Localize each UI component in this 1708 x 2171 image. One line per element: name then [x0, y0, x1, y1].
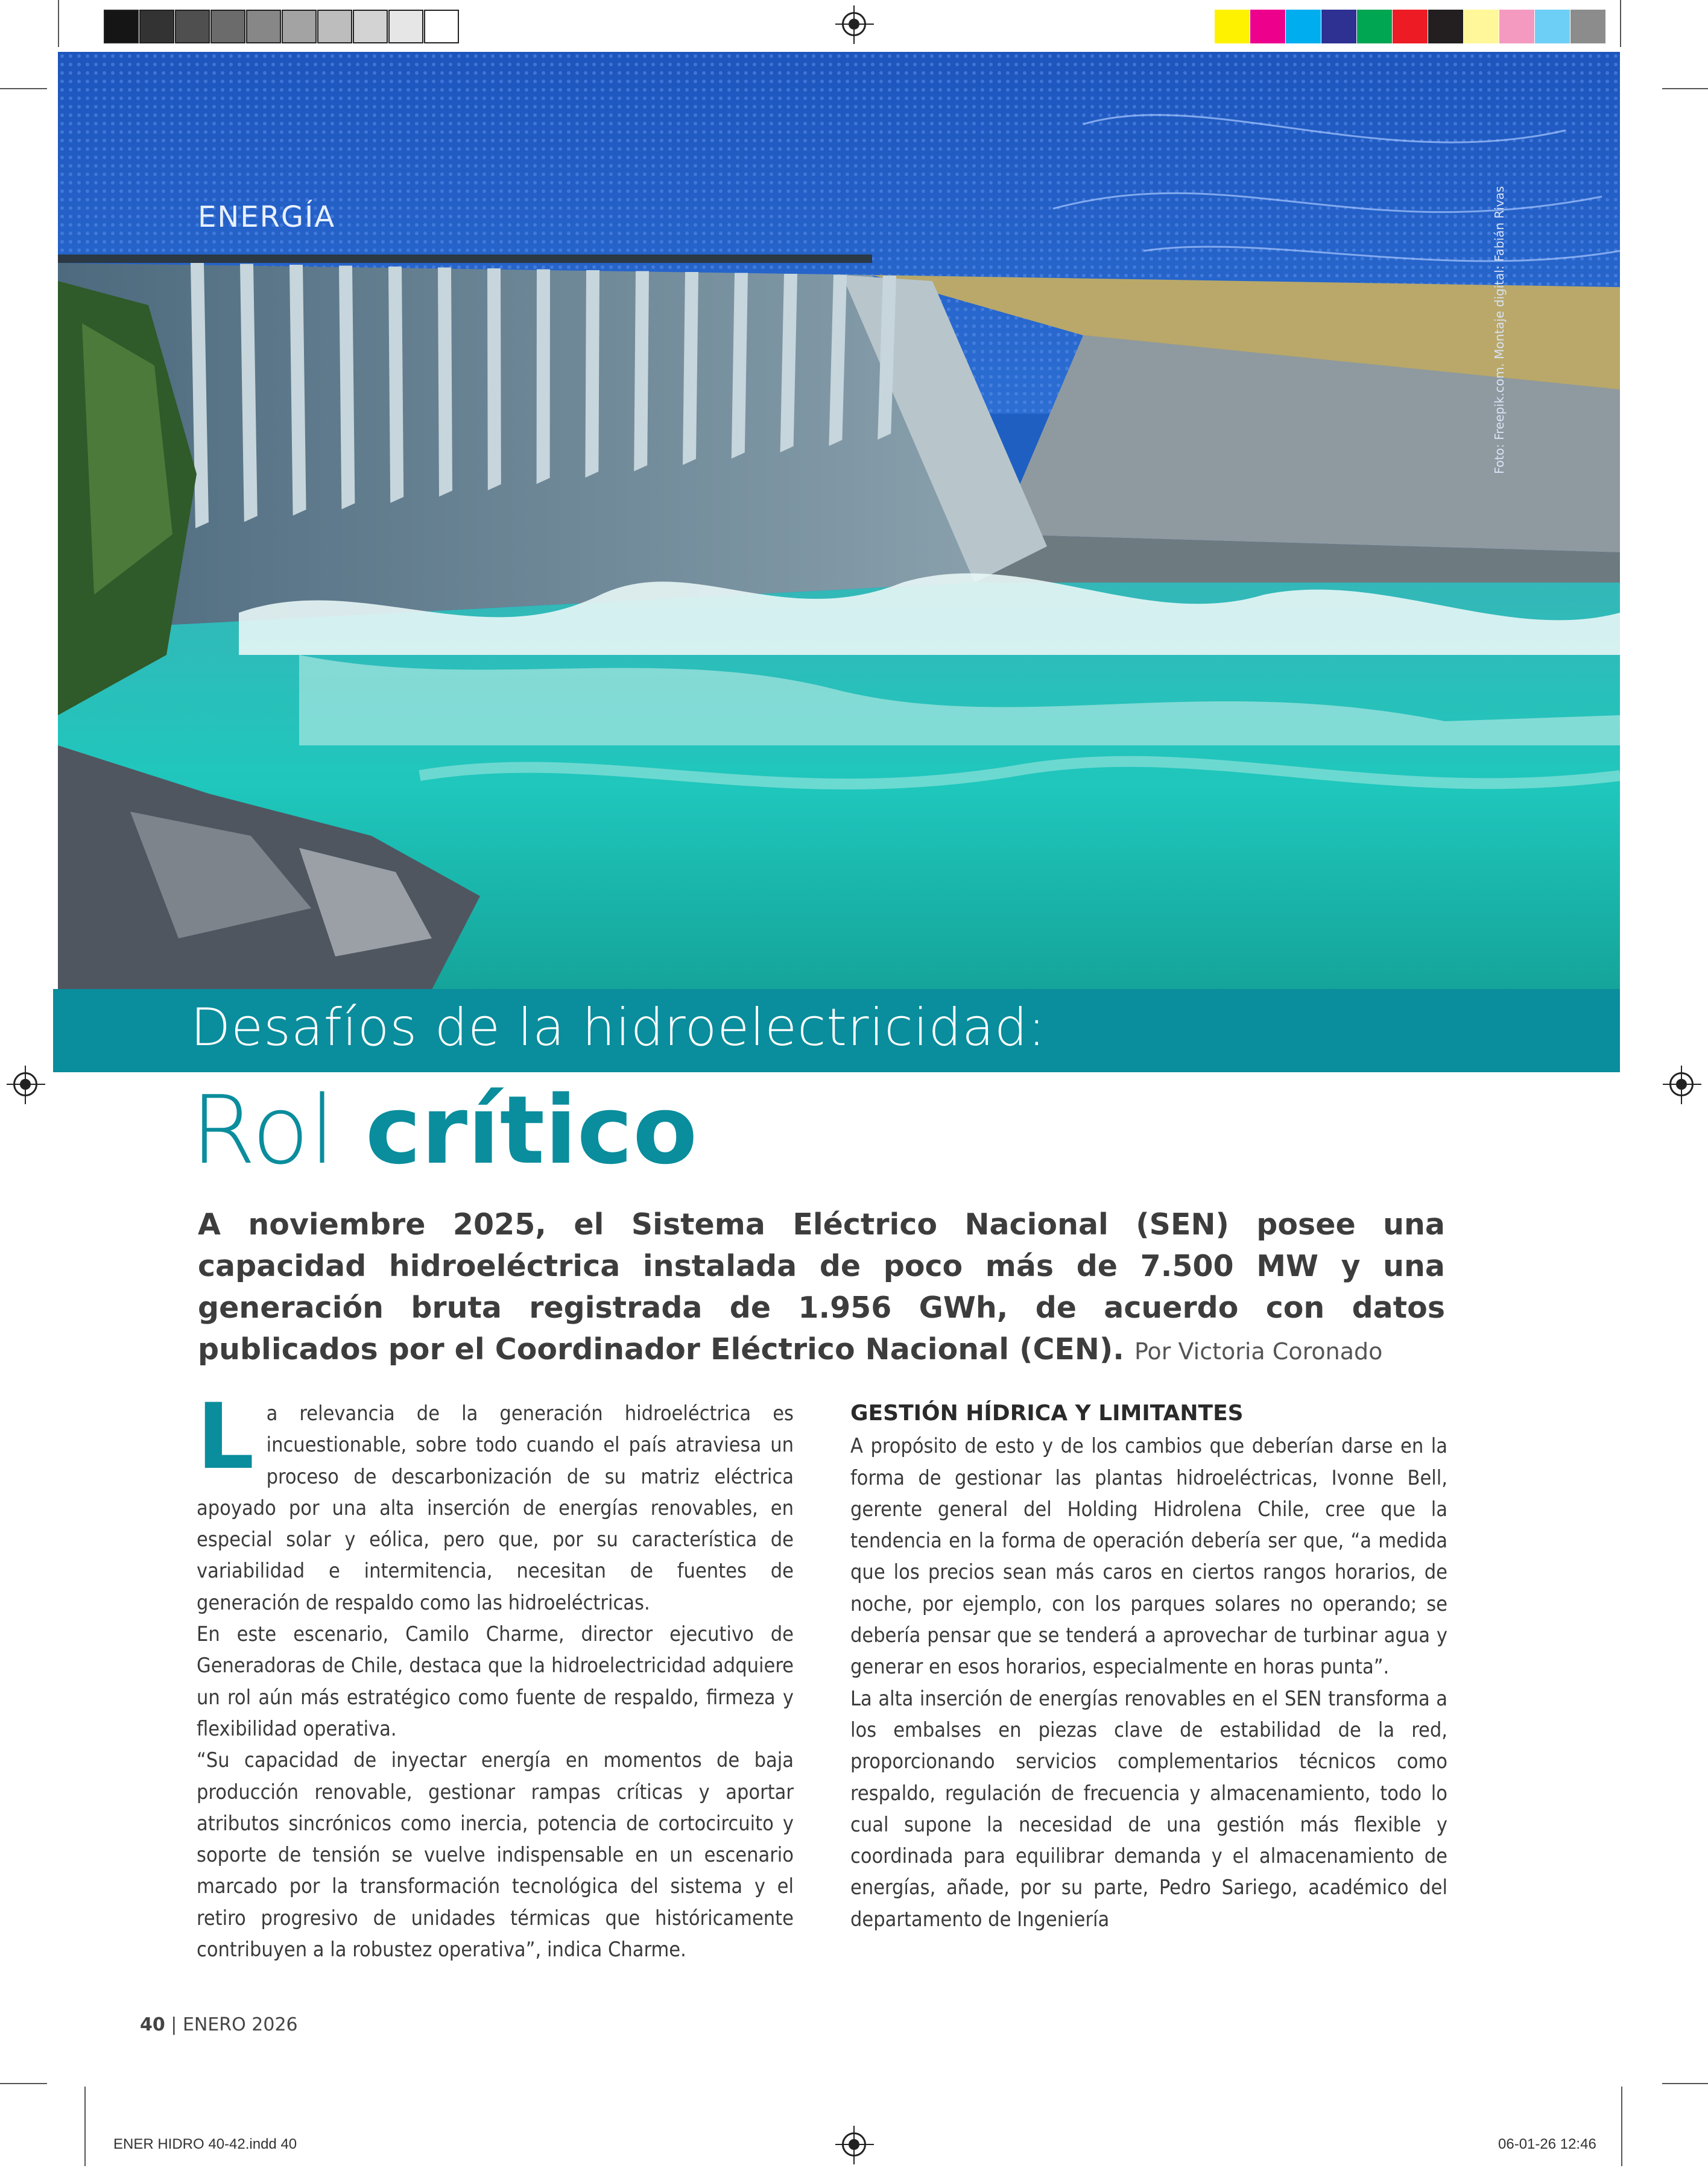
- color-swatch: [1393, 10, 1428, 43]
- section-label: ENERGÍA: [198, 200, 336, 234]
- dam-pier: [438, 268, 452, 497]
- title-light-word: Rol: [191, 1075, 336, 1185]
- gray-swatch: [424, 10, 459, 43]
- paragraph: A propósito de esto y de los cambios que deberían darse en la forma de gestionar las plantas hidroeléctricas, Ivonne Bell, gerente general del Holding Hidrolena Chile, cree que la tendencia en la forma de operación debería ser que, “a medida que los precios sean más caros en ciertos rangos horarios, de noche, por ejemplo, con los parques solares no operando; se debería pensar que se tenderá a aprovechar de turbinar agua y generar en esos horarios, especialmente en horas punta”.: [850, 1434, 1447, 1680]
- color-swatch: [1215, 10, 1250, 43]
- color-swatch: [1428, 10, 1463, 43]
- crop-mark: [0, 88, 47, 89]
- section-heading: GESTIÓN HÍDRICA Y LIMITANTES: [850, 1401, 1244, 1426]
- gray-swatch: [139, 10, 174, 43]
- paragraph: En este escenario, Camilo Charme, director ejecutivo de Generadoras de Chile, destaca que la hidroelectricidad adquiere un rol aún más estratégico como fuente de respaldo, firmeza y flexibilidad operativa.: [197, 1622, 794, 1741]
- article-kicker-title: Desafíos de la hidroelectricidad:: [191, 997, 1046, 1058]
- body-column-left: [197, 1385, 794, 1965]
- crop-mark: [1620, 0, 1621, 47]
- registration-mark-right-icon: [1669, 1072, 1694, 1096]
- paragraph-text: a relevancia de la generación hidroeléctrica es incuestionable, sobre todo cuando el país atraviesa un proceso de descarbonización de su matriz eléctrica apoyado por una alta inserción de energías renovables, en especial solar y eólica, pero que, por su característica de variabilidad e intermitencia, necesitan de fuentes de generación de respaldo como las hidroeléctricas.: [197, 1402, 794, 1615]
- grayscale-calibration-bar: [104, 10, 460, 43]
- dropcap: L: [197, 1385, 255, 1490]
- color-swatch: [1250, 10, 1285, 43]
- issue-date: ENERO 2026: [182, 2014, 298, 2035]
- color-swatch: [1357, 10, 1392, 43]
- print-timestamp: 06-01-26 12:46: [1498, 2136, 1596, 2152]
- color-swatch: [1286, 10, 1321, 43]
- dam-pier: [487, 268, 501, 490]
- crop-mark: [1662, 2083, 1708, 2084]
- dam-pier: [339, 266, 355, 510]
- gray-swatch: [282, 10, 317, 43]
- gray-swatch: [175, 10, 210, 43]
- crop-mark: [0, 2083, 47, 2084]
- crop-mark: [1662, 88, 1708, 89]
- dam-pier: [537, 270, 550, 484]
- color-swatch: [1464, 10, 1499, 43]
- color-swatch: [1499, 10, 1534, 43]
- registration-mark-left-icon: [13, 1072, 37, 1096]
- slug-frame: [84, 2087, 1622, 2166]
- file-slug: ENER HIDRO 40-42.indd 40: [113, 2136, 297, 2152]
- photo-credit: Foto: Freepik.com. Montaje digital: Fabián Rivas: [1492, 186, 1507, 474]
- paragraph: La alta inserción de energías renovables en el SEN transforma a los embalses en piezas clave de estabilidad de la red, proporcionando servicios complementarios técnicos como respaldo, regulación de frecuencia y almacenamiento, todo lo cual supone la necesidad de una gestión más flexible y coordinada para equilibrar demanda y el almacenamiento de energías, añade, por su parte, Pedro Sariego, académico del departamento de Ingeniería: [850, 1686, 1447, 1932]
- body-column-right: [850, 1398, 1447, 1935]
- crop-mark: [58, 0, 59, 47]
- lead-text: A noviembre 2025, el Sistema Eléctrico Nacional (SEN) posee una capacidad hidroeléctrica instalada de poco más de 7.500 MW y una generación bruta registrada de 1.956 GWh, de acuerdo con datos publicados por el Coordinador Eléctrico Nacional (CEN).: [198, 1207, 1445, 1367]
- color-calibration-bar: [1215, 10, 1606, 43]
- dam-pier: [634, 271, 649, 472]
- color-swatch: [1570, 10, 1605, 43]
- registration-mark-top-icon: [842, 12, 866, 36]
- article-title: [191, 1075, 698, 1185]
- gray-swatch: [246, 10, 281, 43]
- title-bold-word: crítico: [365, 1075, 698, 1185]
- color-swatch: [1535, 10, 1570, 43]
- dam-pier: [585, 270, 599, 478]
- dam-pier: [683, 272, 698, 465]
- hero-dam-photo: [58, 52, 1620, 990]
- gray-swatch: [388, 10, 423, 43]
- dam-pier: [388, 267, 403, 503]
- paragraph: “Su capacidad de inyectar energía en momentos de baja producción renovable, gestionar rampas críticas y aportar atributos sincrónicos como inercia, potencia de cortocircuito y soporte de tensión se vuelve indispensable en un escenario marcado por la transformación tecnológica del sistema y el retiro progresivo de unidades térmicas que históricamente contribuyen a la robustez operativa”, indica Charme.: [197, 1748, 794, 1962]
- page-folio: 40 | ENERO 2026: [140, 2014, 298, 2035]
- gray-swatch: [104, 10, 139, 43]
- paragraph: [197, 1385, 794, 1619]
- color-swatch: [1321, 10, 1356, 43]
- gray-swatch: [353, 10, 388, 43]
- gray-swatch: [317, 10, 352, 43]
- page-number: 40: [140, 2014, 165, 2035]
- article-lead: [198, 1204, 1445, 1373]
- gray-swatch: [210, 10, 245, 43]
- byline: Por Victoria Coronado: [1134, 1338, 1383, 1365]
